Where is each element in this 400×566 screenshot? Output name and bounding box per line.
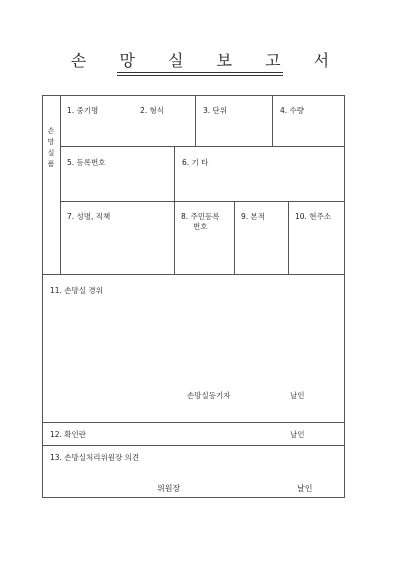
field-unit: 3. 단위 <box>203 106 228 115</box>
row-divider-2 <box>60 201 345 202</box>
field-registered-domicile: 9. 본적 <box>241 212 266 221</box>
row-divider-5 <box>42 445 345 446</box>
chair-label: 위원장 <box>157 484 181 493</box>
reporter-label: 손망실등기자 <box>187 391 231 400</box>
side-label-char: 실 <box>47 149 55 157</box>
field-type: 2. 형식 <box>140 106 165 115</box>
side-label-char: 손 <box>47 127 55 135</box>
field-resident-number: 8. 주민등록 <box>181 212 220 221</box>
side-label-char: 망 <box>47 138 55 146</box>
field-resident-number-line2: 번호 <box>193 222 208 231</box>
chair-seal: 날인 <box>297 484 313 493</box>
field-equipment-name: 1. 중기명 <box>67 106 99 115</box>
title-underline-bottom <box>117 75 283 76</box>
row-divider-4 <box>42 422 345 423</box>
col-divider-qty <box>272 95 273 146</box>
field-other: 6. 기 타 <box>182 158 209 167</box>
field-chair-opinion: 13. 손망실처리위원장 의견 <box>50 453 140 462</box>
title-underline-top <box>117 72 283 73</box>
field-registration-number: 5. 등록번호 <box>67 158 106 167</box>
row-divider-1 <box>60 146 345 147</box>
field-confirmation: 12. 확인란 <box>50 430 87 439</box>
field-current-address: 10. 현주소 <box>295 212 332 221</box>
confirmation-seal: 날인 <box>290 430 305 439</box>
field-quantity: 4. 수량 <box>280 106 305 115</box>
row-divider-3 <box>42 274 345 275</box>
col-divider-unit <box>195 95 196 146</box>
side-label-lost-item <box>46 126 56 170</box>
reporter-seal: 날인 <box>290 391 305 400</box>
side-label-divider <box>60 95 61 274</box>
document-title: 손 망 실 보 고 서 <box>70 51 344 70</box>
col-divider-address <box>288 201 289 274</box>
side-label-char: 품 <box>47 160 55 168</box>
col-divider-etc <box>174 146 175 274</box>
field-loss-circumstances: 11. 손망실 경위 <box>50 286 103 295</box>
col-divider-origin <box>234 201 235 274</box>
field-name-position: 7. 성명, 직책 <box>67 212 111 221</box>
